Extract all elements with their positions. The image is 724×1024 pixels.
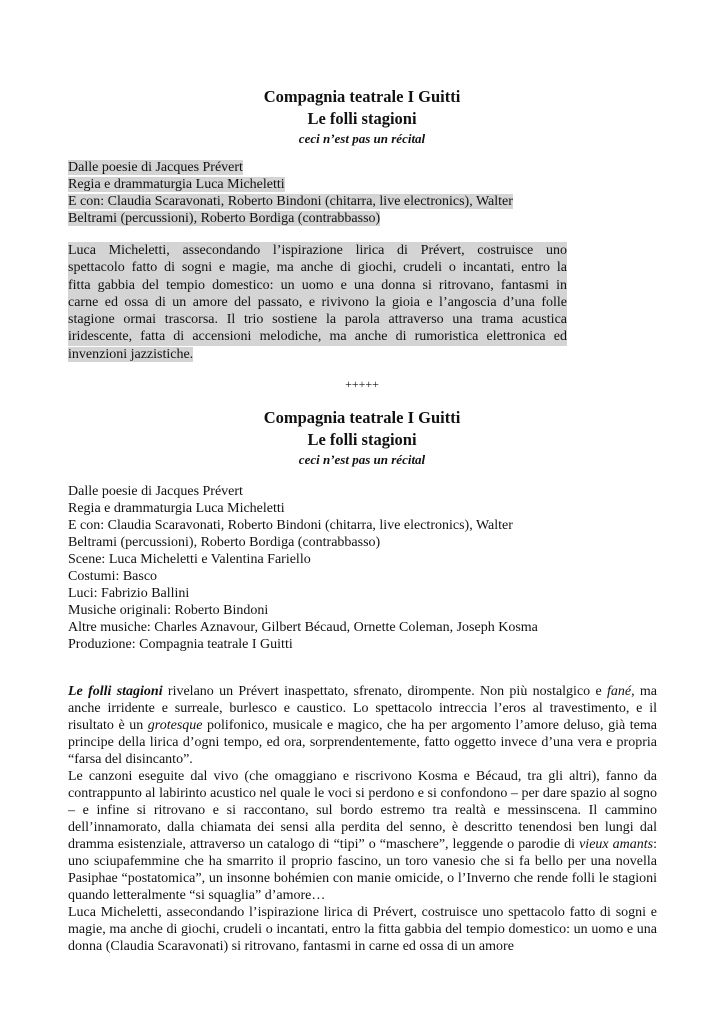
credit-line: Produzione: Compagnia teatrale I Guitti — [68, 637, 293, 652]
body-paragraph: Le folli stagioni rivelano un Prévert inaspettato, sfrenato, dirompente. Non più nostalgico e fané, ma anche irridente e surreale, burlesco e caustico. Lo spettacolo intreccia l’eros al travestimento, e il risultato è un grotesque polifonico, musicale e magico, che ha per argomento l’amore deluso, già tema principe della lirica d’ogni tempo, ed ora, sorprendentemente, fatto oggetto invece d’una vera e propria “farsa del disincanto”. — [68, 684, 657, 767]
credits-block-1 — [68, 159, 548, 227]
synopsis-line: spettacolo fatto di sogni e magie, ma anche di giochi, crudeli o incantati, entro la — [68, 260, 567, 276]
credit-line: Altre musiche: Charles Aznavour, Gilbert Bécaud, Ornette Coleman, Joseph Kosma — [68, 620, 538, 635]
company-title: Compagnia teatrale I Guitti — [263, 408, 461, 427]
synopsis-line: invenzioni jazzistiche. — [68, 346, 194, 362]
credit-line: Beltrami (percussioni), Roberto Bordiga (contrabbasso) — [68, 211, 381, 226]
synopsis-line: iridescente, fatta di accensioni melodiche, ma anche di rumoristica elettronica ed — [68, 329, 567, 345]
credit-line: Musiche originali: Roberto Bindoni — [68, 603, 269, 618]
body-paragraph: Le canzoni eseguite dal vivo (che omaggiano e riscrivono Kosma e Bécaud, tra gli altri), fanno da contrappunto al labirinto acustico nel quale le voci si perdono e si confondono – per dare spazio al sogno – e infine si ritrovano e si raccontano, sul bordo estremo tra realtà e messinscena. Il cammino dell’innamorato, dalla chiamata dei sensi alla perdita del senno, è descritto tenendosi ben lungi dal dramma esistenziale, attraverso un catalogo di “tipi” o “maschere”, leggende o parodie di vieux amants: uno sciupafemmine che ha smarrito il proprio fascino, un toro vanesio che si fa bello per una novella Pasiphae “postatomica”, un insonne bohémien con manie omicide, o l’Inverno che rende folli le stagioni quando letteralmente “si squaglia” d’amore… — [68, 769, 657, 903]
synopsis-line: carne ed ossa di un amore del passato, e rivivono la gioia e l’angoscia d’una folle — [68, 294, 567, 310]
credit-line: E con: Claudia Scaravonati, Roberto Bindoni (chitarra, live electronics), Walter — [68, 194, 513, 209]
credit-line: Costumi: Basco — [68, 569, 158, 584]
synopsis-line: fitta gabbia del tempio domestico: un uomo e una donna si ritrovano, fantasmi in — [68, 277, 567, 293]
body-text — [68, 683, 657, 955]
credit-line: Dalle poesie di Jacques Prévert — [68, 160, 243, 175]
synopsis-line: stagione ormai trascorsa. Il trio sostiene la parola attraverso una trama acustica — [68, 312, 567, 328]
credit-line: Regia e drammaturgia Luca Micheletti — [68, 501, 285, 516]
synopsis-block-1 — [68, 242, 567, 363]
synopsis-line: Luca Micheletti, assecondando l’ispirazione lirica di Prévert, costruisce uno — [68, 243, 567, 258]
credit-line: Luci: Fabrizio Ballini — [68, 586, 190, 601]
credit-line: Beltrami (percussioni), Roberto Bordiga (contrabbasso) — [68, 535, 381, 550]
credit-line: Regia e drammaturgia Luca Micheletti — [68, 177, 285, 192]
show-title-inline: Le folli stagioni — [68, 684, 163, 699]
credits-block-2 — [68, 483, 668, 653]
credit-line: Scene: Luca Micheletti e Valentina Fariello — [68, 552, 311, 567]
show-subtitle: ceci n’est pas un récital — [298, 452, 426, 467]
title-block-2 — [0, 407, 724, 469]
company-title: Compagnia teatrale I Guitti — [263, 87, 461, 106]
title-block-1 — [0, 86, 724, 148]
section-separator: +++++ — [345, 377, 379, 391]
show-title: Le folli stagioni — [307, 430, 417, 449]
credit-line: Dalle poesie di Jacques Prévert — [68, 484, 243, 499]
show-subtitle: ceci n’est pas un récital — [298, 131, 426, 146]
body-paragraph: Luca Micheletti, assecondando l’ispirazione lirica di Prévert, costruisce uno spettacolo fatto di sogni e magie, ma anche di giochi, crudeli o incantati, entro la fitta gabbia del tempio domestico: un uomo e una donna (Claudia Scaravonati) si ritrovano, fantasmi in carne ed ossa di un amore — [68, 905, 657, 954]
show-title: Le folli stagioni — [307, 109, 417, 128]
credit-line: E con: Claudia Scaravonati, Roberto Bindoni (chitarra, live electronics), Walter — [68, 518, 513, 533]
